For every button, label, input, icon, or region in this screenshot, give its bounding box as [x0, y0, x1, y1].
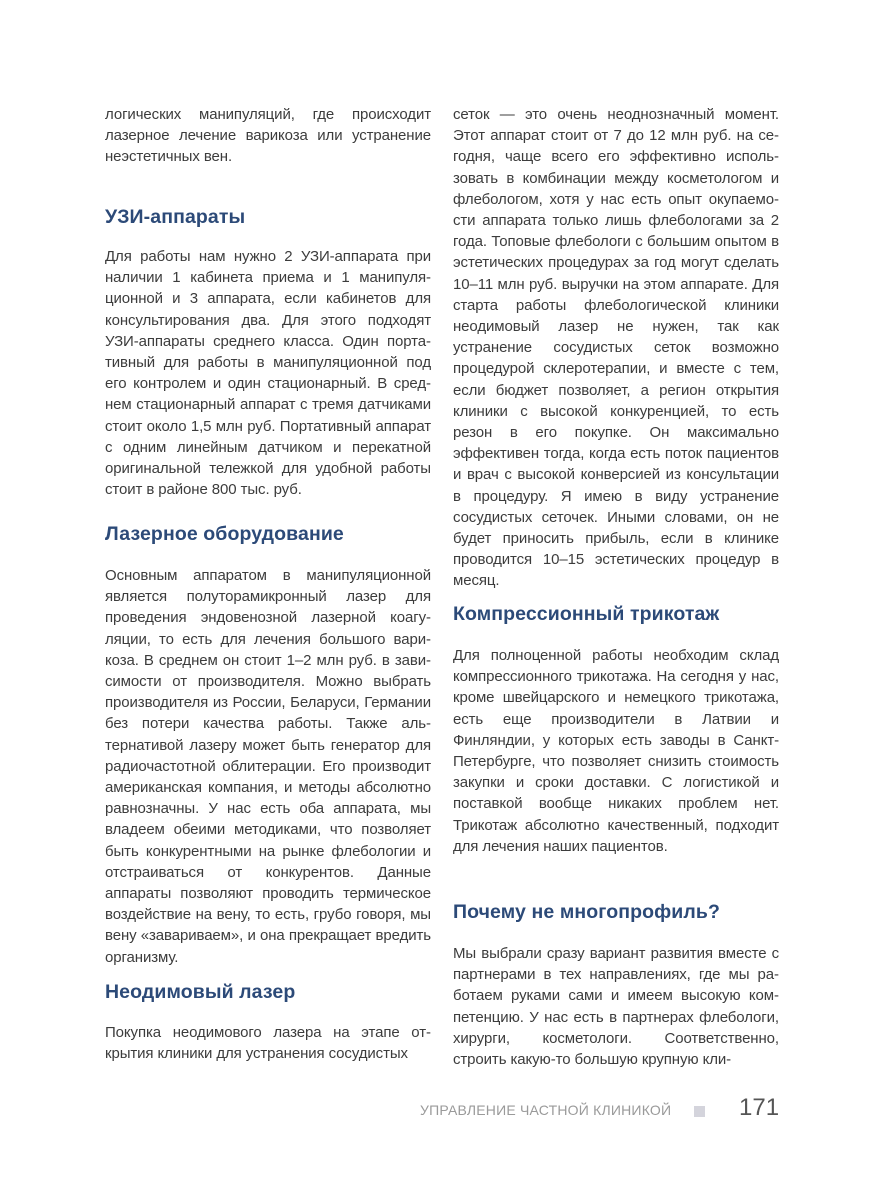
paragraph-compression-garments: Для полноценной работы необходим склад компрессионного трикотажа. На сегодня у нас, кроме швейцарского и немецкого трикотажа, есть еще производители в Латвии и Финляндии, у которых есть заводы в Санкт-Петербурге, что позволяет снизить стоимость закупки и сроки доставки. С логистикой и поставкой вообще никаких проблем нет. Трикотаж абсолютно качественный, подходит для лечения наших пациентов.	[453, 647, 779, 855]
paragraph-why-not-multiprofile: Мы выбрали сразу вариант развития вместе с партнерами в тех направлениях, где мы работаем руками сами и имеем высокую компетенцию. У нас есть в партнерах флебологи, хирурги, косметологи. Соответственно, строить какую-то большую крупную кли-	[453, 945, 779, 1069]
paragraph-neodymium-laser: Покупка неодимового лазера на этапе открытия клиники для устранения сосудистых	[105, 1024, 431, 1063]
square-marker-icon	[694, 1106, 705, 1117]
page-number: 171	[739, 1094, 780, 1121]
heading-laser-equipment: Лазерное оборудование	[105, 523, 344, 545]
page-footer	[0, 1094, 880, 1130]
heading-why-not-multiprofile: Почему не многопрофиль?	[453, 901, 720, 923]
heading-compression-garments: Компрессионный трикотаж	[453, 603, 720, 625]
paragraph-continuation: логических манипуляций, где происходит лазерное лечение варикоза или устранение неэстетичных вен.	[105, 106, 431, 166]
heading-neodymium-laser: Неодимовый лазер	[105, 981, 296, 1003]
paragraph-neodymium-laser-continued: сеток — это очень неоднозначный момент. Этот аппарат стоит от 7 до 12 млн руб. на сегодня, чаще всего его эффективно использовать в комбинации между косметологом и флебологом, хотя у нас есть опыт окупаемости аппарата только лишь флебологами за 2 года. Топовые флебологи с большим опытом в эстетических процедурах за год могут сделать 10–11 млн руб. выручки на этом аппарате. Для старта работы флебологической клиники неодимовый лазер не нужен, так как устранение сосудистых сеток возможно процедурой склеротерапии, и вместе с тем, если бюджет позволяет, а регион открытия клиники с высокой конкуренцией, то есть резон в его покупке. Он максимально эффективен тогда, когда есть поток пациентов и врач с высокой конверсией из консультации в процедуру. Я имею в виду устранение сосудистых сеточек. Иными словами, он не будет приносить прибыль, если в клинике проводится 10–15 эстетических процедур в месяц.	[453, 106, 779, 590]
running-title: УПРАВЛЕНИЕ ЧАСТНОЙ КЛИНИКОЙ	[420, 1102, 672, 1118]
heading-ultrasound-devices: УЗИ-аппараты	[105, 206, 246, 228]
paragraph-laser-equipment: Основным аппаратом в манипуляционной является полуторамикронный лазер для проведения эндовенозной лазерной коагуляции, то есть для лечения большого варикоза. В среднем он стоит 1–2 млн руб. в зависимости от производителя. Можно выбрать производителя из России, Беларуси, Германии без потери качества работы. Также альтернативой лазеру может быть генератор для радиочастотной облитерации. Его производит американская компания, и методы абсолютно равнозначны. У нас есть оба аппарата, мы владеем обеими методиками, что позволяет быть конкурентными на рынке флебологии и отстраиваться от конкурентов. Данные аппараты позволяют проводить термическое воздействие на вену, то есть, грубо говоря, мы вену «завариваем», и она прекращает вредить организму.	[105, 567, 431, 966]
paragraph-ultrasound-devices: Для работы нам нужно 2 УЗИ-аппарата при наличии 1 кабинета приема и 1 манипуляционной и 3 аппарата, если кабинетов для консультирования два. Для этого подходят УЗИ-аппараты среднего класса. Один портативный для работы в манипуляционной под его контролем и один стационарный. В среднем стационарный аппарат с тремя датчиками стоит около 1,5 млн руб. Портативный аппарат с одним линейным датчиком и перекатной оригинальной тележкой для удобной работы стоит в районе 800 тыс. руб.	[105, 248, 431, 499]
